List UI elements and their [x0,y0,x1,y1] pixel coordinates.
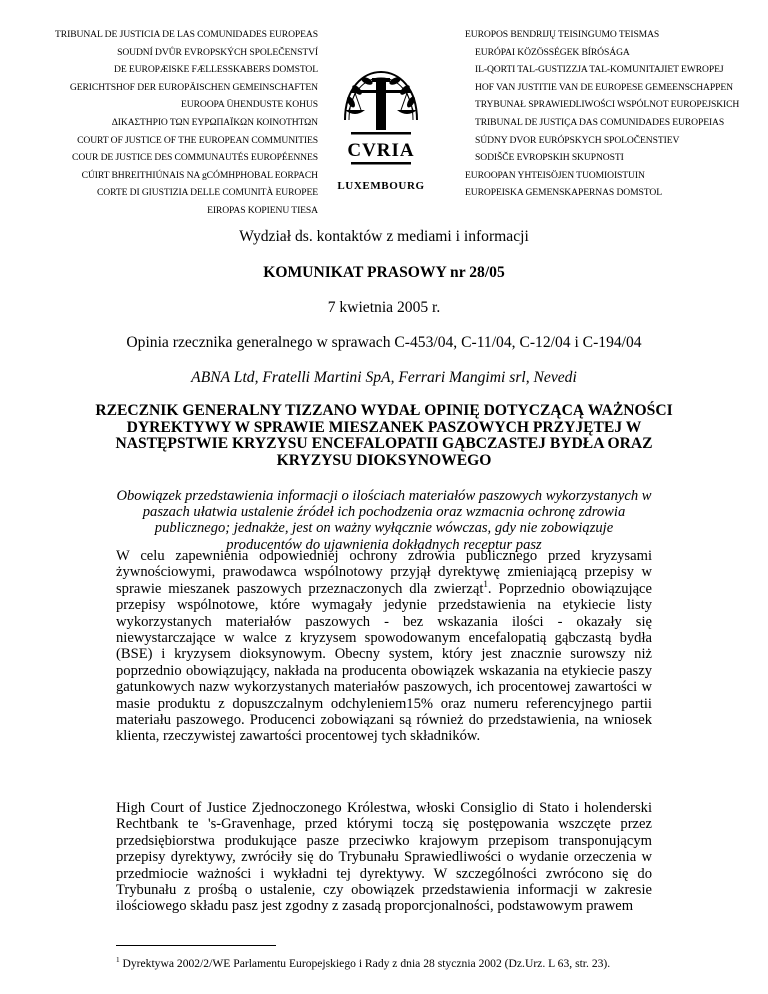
release-date: 7 kwietnia 2005 r. [327,299,441,316]
emblem-city: LUXEMBOURG [337,180,425,192]
court-name: EIROPAS KOPIENU TIESA [207,204,318,216]
court-name: SÚDNY DVOR EURÓPSKYCH SPOLOČENSTIEV [475,134,680,146]
letterhead [0,0,768,216]
body-paragraph-2: High Court of Justice Zjednoczonego Królestwa, włoski Consiglio di Stato i holenderski Rechtbank te 's-Gravenhage, przed którymi toczą się postępowania wszczęte przez przedsiębiorstwa produkujące pasze przeciwko krajowym przepisom transponującym przepisy dyrektywy, zwróciły się do Trybunału Sprawiedliwości o wydanie orzeczenia w przedmiocie ważności i wykładni tej dyrektywy. W szczególności zwrócono się do Trybunału z prośbą o ustalenie, czy obowiązek przedstawienia informacji w zakresie ilościowego składu pasz jest zgodny z zasadą proporcjonalności, podstawowym prawem [116,800,652,915]
headline: RZECZNIK GENERALNY TIZZANO WYDAŁ OPINIĘ DOTYCZĄCĄ WAŻNOŚCI DYREKTYWY W SPRAWIE MIESZANEK PASZOWYCH PRZYJĘTEJ W NASTĘPSTWIE KRYZYSU ENCEFALOPATII GĄBCZASTEJ BYDŁA ORAZ KRYZYSU DIOKSYNOWEGO [95,402,673,469]
body-paragraph-1 [116,548,652,745]
footnote [116,957,676,971]
court-name: TRIBUNAL DE JUSTICIA DE LAS COMUNIDADES EUROPEAS [55,29,318,40]
court-name: DE EUROPÆISKE FÆLLESSKABERS DOMSTOL [114,64,318,76]
paragraph-text: W celu zapewnienia odpowiedniej ochrony zdrowia publicznego przed kryzysami żywnościowymi, prawodawca wspólnotowy przyjął dyrektywę zmieniającą przepisy w sprawie mieszanek paszowych przeznaczonych dla zwierząt [116,548,652,597]
court-name: SODIŠČE EVROPSKIH SKUPNOSTI [475,152,624,164]
curia-emblem [322,58,440,198]
court-name: COURT OF JUSTICE OF THE EUROPEAN COMMUNITIES [77,134,318,146]
court-name: EUROOPAN YHTEISÖJEN TUOMIOISTUIN [465,169,645,181]
court-name: HOF VAN JUSTITIE VAN DE EUROPESE GEMEENSCHAPPEN [475,81,733,93]
court-name: SOUDNÍ DVŮR EVROPSKÝCH SPOLEČENSTVÍ [117,46,318,58]
footnote-reference[interactable]: 1 [483,578,488,589]
court-name: EUROPEISKA GEMENSKAPERNAS DOMSTOL [465,187,662,199]
summary: Obowiązek przedstawienia informacji o ilościach materiałów paszowych wykorzystanych w paszach ułatwia ustalenie źródeł ich pochodzenia oraz wzmacnia ochronę zdrowia publicznego; jednakże, jest on ważny wyłącznie wówczas, gdy nie zobowiązuje producentów do ujawnienia dokładnych receptur pasz [116,488,652,553]
paragraph-text: . Poprzednio obowiązujące przepisy wspólnotowe, które wymagały jedynie przedstawienia na etykiecie listy wykorzystanych materiałów paszowych - bez wskazania ilości - okazały się niewystarczające w walce z kryzysem spowodowanym encefalopatią gąbczastą bydła (BSE) i kryzysem dioksynowym. Obecny system, który jest znacznie surowszy niż poprzednio obowiązujący, nakłada na producenta obowiązek wskazania na etykiecie paszy gatunkowych nazw wykorzystanych materiałów paszowych, ich procentowej zawartości w masie produktu z dopuszczalnym odchyleniem15% oraz numeru referencyjnego partii materiału paszowego. Producenci zobowiązani są również do przedstawienia, na wniosek klienta, rzeczywistej zawartości procentowej tych składników. [116,580,652,745]
court-name: IL-QORTI TAL-GUSTIZZJA TAL-KOMUNITAJIET EWROPEJ [475,64,724,76]
court-name: TRYBUNAŁ SPRAWIEDLIWOŚCI WSPÓLNOT EUROPEJSKICH [475,99,740,111]
court-names-left [55,26,318,220]
court-name: EURÓPAI KÖZÖSSÉGEK BÍRÓSÁGA [475,46,630,58]
court-name: GERICHTSHOF DER EUROPÄISCHEN GEMEINSCHAFTEN [69,81,318,93]
footnote-mark: 1 [116,956,120,965]
emblem-wordmark: CVRIA [347,140,415,161]
footnote-divider [116,945,276,946]
court-name: EUROOPA ÜHENDUSTE KOHUS [180,99,318,111]
court-name: TRIBUNAL DE JUSTIÇA DAS COMUNIDADES EUROPEIAS [475,116,725,128]
parties-line: ABNA Ltd, Fratelli Martini SpA, Ferrari Mangimi srl, Nevedi [191,369,577,386]
court-names-right [465,26,739,202]
court-name: COUR DE JUSTICE DES COMMUNAUTÉS EUROPÉENNES [72,152,318,164]
court-name: CÚIRT BHREITHIÚNAIS NA gCÓMHPHOBAL EORPACH [81,169,318,181]
court-name: EUROPOS BENDRIJŲ TEISINGUMO TEISMAS [465,29,660,40]
court-name: CORTE DI GIUSTIZIA DELLE COMUNITÀ EUROPEE [96,187,318,199]
opinion-line: Opinia rzecznika generalnego w sprawach C-453/04, C-11/04, C-12/04 i C-194/04 [126,334,642,351]
department-line: Wydział ds. kontaktów z mediami i informacji [239,228,529,245]
footnote-text: Dyrektywa 2002/2/WE Parlamentu Europejskiego i Rady z dnia 28 stycznia 2002 (Dz.Urz. L 63, str. 23). [119,957,611,970]
court-name: ΔΙΚΑΣΤΗΡΙΟ ΤΩΝ ΕΥΡΩΠΑΪΚΩΝ ΚΟΙΝΟΤΗΤΩΝ [111,116,318,128]
scales-of-justice-icon [331,58,431,178]
press-release-title: KOMUNIKAT PRASOWY nr 28/05 [263,264,505,281]
